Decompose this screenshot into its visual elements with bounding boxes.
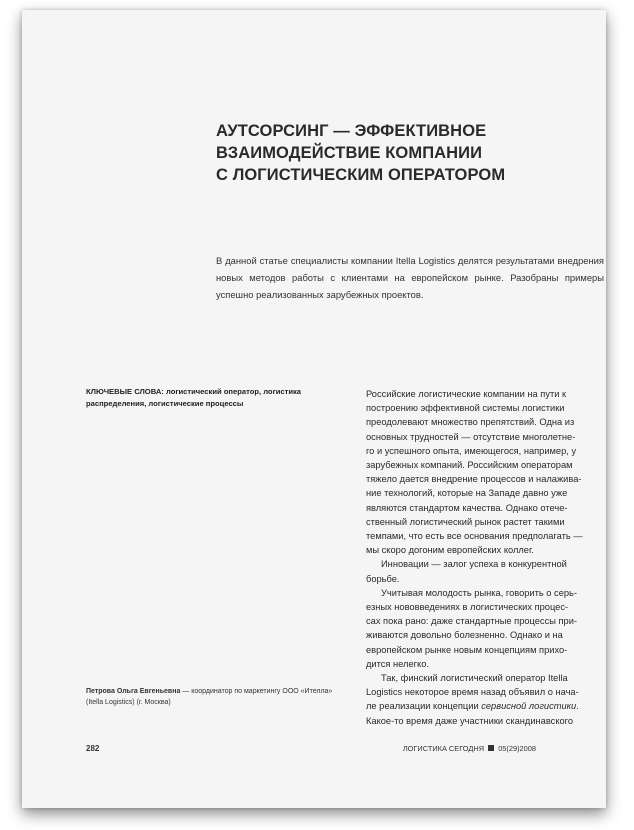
body-line: Российские логистические компании на пути к — [366, 389, 567, 399]
body-line: основных трудностей — отсутствие многолетне- — [366, 431, 576, 442]
author-info — [86, 686, 348, 708]
keywords-list: логистический оператор, логистика распределения, логистические процессы — [86, 387, 302, 408]
body-line: живаются довольно болезненно. Однако и на — [366, 630, 563, 641]
body-line: Какое-то время даже участники скандинавского — [366, 715, 574, 726]
body-line: тяжело дается внедрение процессов и налажива- — [366, 474, 582, 485]
page-number: 282 — [86, 744, 100, 753]
body-line: Учитывая молодость рынка, говорить о серь- — [381, 587, 577, 598]
journal-issue: 05(29)2008 — [498, 744, 536, 753]
body-line — [366, 699, 598, 713]
body-line: темпами, что есть все основания предполагать — — [366, 531, 583, 542]
keywords-label: КЛЮЧЕВЫЕ СЛОВА: — [86, 387, 164, 396]
body-line: Logistics некоторое время назад объявил о нача- — [366, 687, 579, 698]
keywords-block — [86, 386, 341, 410]
article-title — [216, 120, 556, 186]
body-text: . — [576, 701, 579, 712]
journal-name: ЛОГИСТИКА СЕГОДНЯ — [402, 744, 485, 753]
body-line: сах пока рано: даже стандартные процессы при- — [366, 616, 577, 627]
body-line: борьбе. — [366, 573, 400, 584]
body-line: го и успешного опыта, имеющегося, например, у — [366, 445, 577, 456]
body-line: мы скоро догоним европейских коллег. — [366, 545, 534, 556]
emphasis-text: сервисной логистики — [481, 701, 577, 712]
body-line: европейском рынке новым концепциям прихо- — [366, 644, 568, 655]
author-name: Петрова Ольга Евгеньевна — [86, 688, 181, 695]
body-line: построению эффективной системы логистики — [366, 403, 565, 414]
body-line: преодолевают множество препятствий. Одна из — [366, 417, 575, 428]
body-line: дится нелегко. — [366, 658, 429, 669]
body-line: езных нововведениях в логистических процес- — [366, 602, 569, 613]
journal-page — [22, 10, 606, 808]
body-line: зарубежных компаний. Российским операторам — [366, 460, 573, 471]
author-description: — координатор по маркетингу ООО «Ителла» (Itella Logistics) (г. Москва) — [86, 688, 333, 706]
article-abstract: В данной статье специалисты компании Itella Logistics делятся результатами внедрения новых методов работы с клиентами на европейском рынке. Разобраны примеры успешно реализованных зарубежных проектов. — [216, 255, 604, 300]
article-body — [366, 387, 598, 728]
body-line: ственный логистический рынок растет такими — [366, 516, 565, 527]
body-line: Инновации — залог успеха в конкурентной — [381, 559, 567, 570]
body-line: являются стандартом качества. Однако отече- — [366, 502, 568, 513]
title-line: С ЛОГИСТИЧЕСКИМ ОПЕРАТОРОМ — [216, 166, 506, 184]
journal-footer — [403, 744, 536, 753]
title-line: АУТСОРСИНГ — ЭФФЕКТИВНОЕ — [216, 122, 487, 140]
body-line: Так, финский логистический оператор Itella — [381, 673, 568, 684]
square-bullet-icon — [488, 745, 494, 751]
body-line: ние технологий, которые на Западе давно уже — [366, 488, 568, 499]
body-text: ле реализации концепции — [366, 701, 482, 712]
title-line: ВЗАИМОДЕЙСТВИЕ КОМПАНИИ — [216, 144, 483, 162]
